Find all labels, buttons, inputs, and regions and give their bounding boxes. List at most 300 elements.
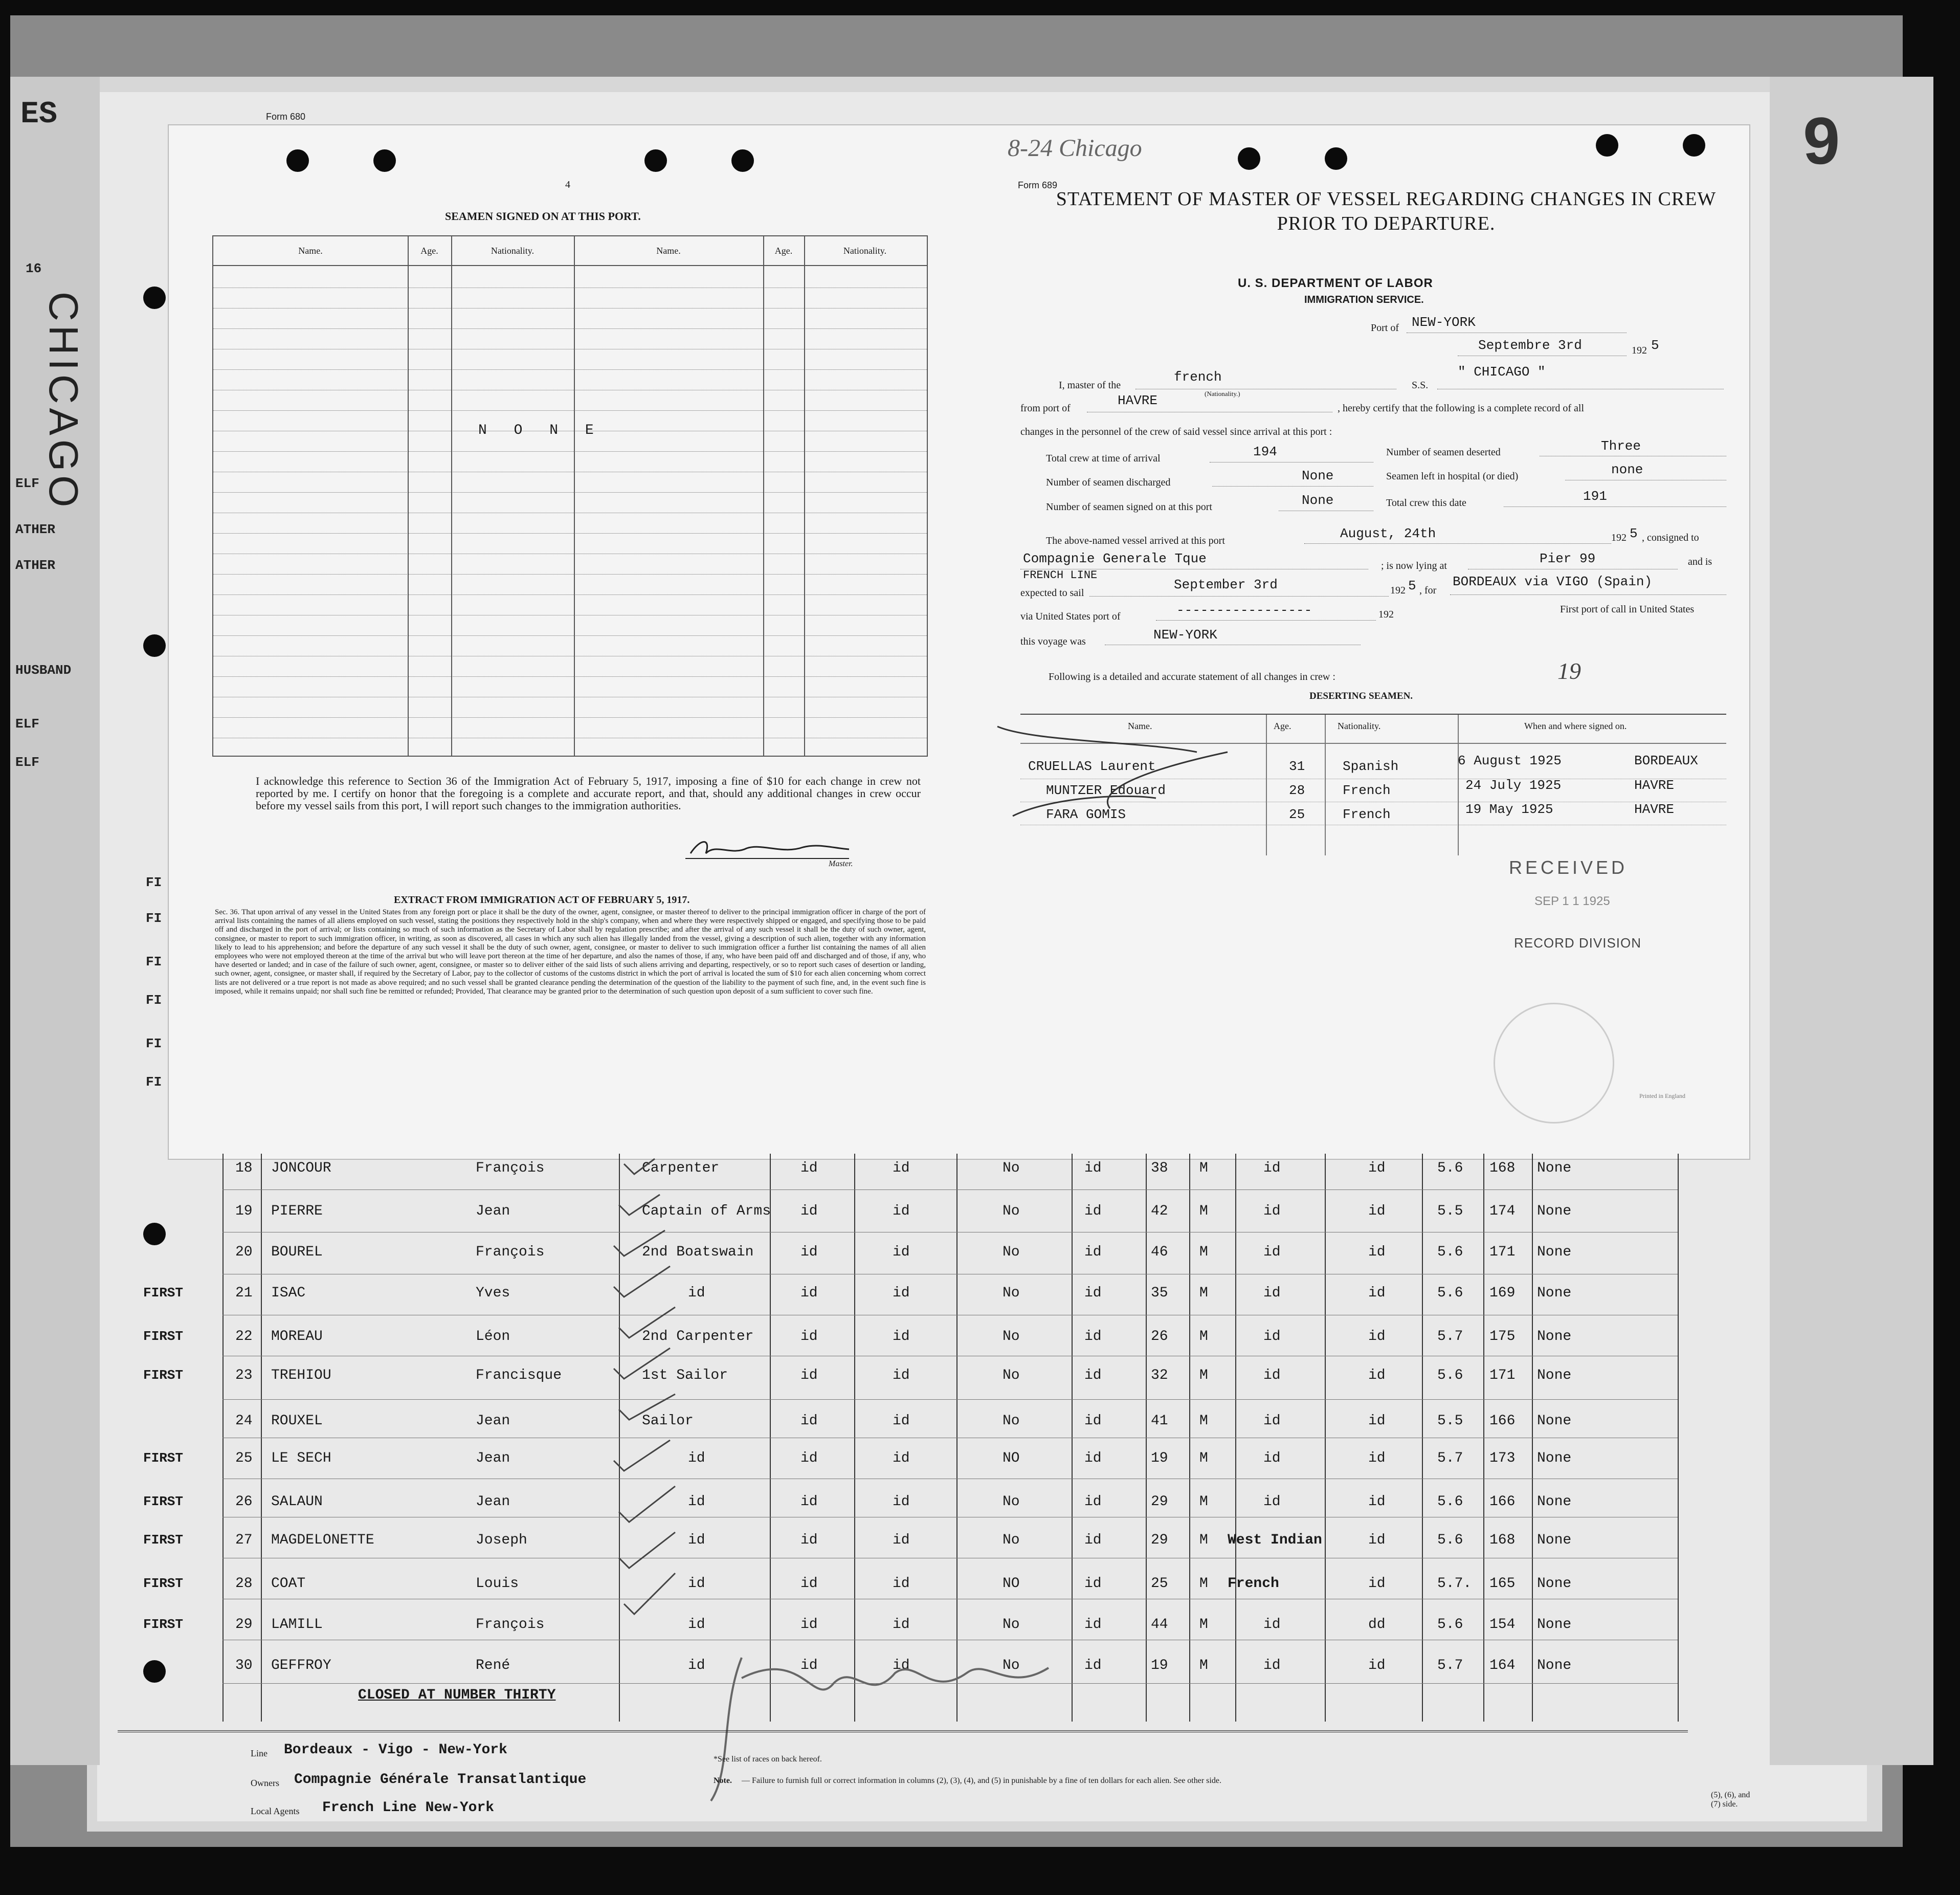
- row-marks: None: [1537, 1368, 1572, 1383]
- row-given-name: Léon: [476, 1329, 510, 1345]
- printed-note: Printed in England: [1639, 1092, 1685, 1099]
- deserter-nationality: French: [1343, 807, 1391, 822]
- row-sex: M: [1199, 1450, 1208, 1466]
- row-height: 5.7: [1437, 1329, 1463, 1345]
- row-surname: MOREAU: [271, 1329, 323, 1345]
- column-header: Nationality.: [843, 246, 887, 256]
- signed-on-value: None: [1302, 493, 1334, 508]
- deserter-name: CRUELLAS Laurent: [1028, 759, 1156, 774]
- row-marks: None: [1537, 1532, 1572, 1548]
- row-surname: ISAC: [271, 1285, 306, 1301]
- row-occupation: id: [688, 1576, 705, 1592]
- nationality-value: french: [1174, 369, 1222, 385]
- destination-value: BORDEAUX via VIGO (Spain): [1453, 574, 1653, 589]
- discharged-value: None: [1302, 468, 1334, 483]
- row-height: 5.6: [1437, 1494, 1463, 1510]
- left-fragment: FI: [146, 993, 162, 1008]
- expected-label: expected to sail: [1020, 587, 1084, 599]
- row-cell: No: [1003, 1413, 1020, 1429]
- row-number: 18: [235, 1160, 253, 1176]
- row-height: 5.6: [1437, 1244, 1463, 1260]
- row-occupation: Carpenter: [642, 1160, 720, 1176]
- left-fragment: ATHER: [15, 558, 56, 573]
- lying-label: ; is now lying at: [1381, 560, 1447, 571]
- row-sex: M: [1199, 1413, 1208, 1429]
- row-cell: id: [800, 1617, 818, 1633]
- master-signature: [680, 833, 854, 864]
- deserter-age: 25: [1289, 807, 1305, 822]
- row-cell: id: [1084, 1285, 1102, 1301]
- column-header: Age.: [763, 236, 805, 265]
- row-given-name: Jean: [476, 1450, 510, 1466]
- total-crew-arrival-value: 194: [1253, 444, 1277, 459]
- races-note: *See list of races on back hereof.: [714, 1755, 822, 1764]
- row-age: 29: [1151, 1494, 1168, 1510]
- row-cell: id: [893, 1413, 910, 1429]
- total-today-value: 191: [1583, 489, 1607, 504]
- agents-label: Local Agents: [251, 1806, 300, 1816]
- row-number: 25: [235, 1450, 253, 1466]
- row-race: French: [1228, 1576, 1279, 1592]
- row-cell: id: [893, 1160, 910, 1176]
- row-cell: NO: [1003, 1450, 1020, 1466]
- row-number: 23: [235, 1368, 253, 1383]
- row-age: 19: [1151, 1450, 1168, 1466]
- row-weight: 165: [1489, 1576, 1516, 1592]
- row-cell: No: [1003, 1368, 1020, 1383]
- row-surname: LAMILL: [271, 1617, 323, 1633]
- row-weight: 175: [1489, 1329, 1516, 1345]
- row-cell: id: [800, 1285, 818, 1301]
- acknowledgement-text: I acknowledge this reference to Section 36 of the Immigration Act of February 5, 1917, imposing a fine of $10 for each change in crew not reported by me. I certify on honor that the foregoing is a complete and accurate report, and that, should any additional changes in crew occur before my vessel sails from this port, I will report such changes to the immigration authorities.: [256, 775, 921, 812]
- row-cell: id: [893, 1617, 910, 1633]
- row-cell: id: [1368, 1494, 1386, 1510]
- row-first-label: FIRST: [143, 1329, 184, 1344]
- punch-hole: [143, 1223, 166, 1245]
- column-header: Nationality.: [451, 236, 575, 265]
- hospital-label: Seamen left in hospital (or died): [1386, 471, 1519, 482]
- column-header: Nationality.: [1338, 721, 1381, 731]
- row-surname: ROUXEL: [271, 1413, 323, 1429]
- row-age: 35: [1151, 1285, 1168, 1301]
- row-race: West Indian: [1228, 1532, 1322, 1548]
- row-number: 26: [235, 1494, 253, 1510]
- row-cell: id: [893, 1329, 910, 1345]
- row-occupation: Sailor: [642, 1413, 694, 1429]
- row-surname: LE SECH: [271, 1450, 331, 1466]
- row-occupation: id: [688, 1494, 705, 1510]
- line-label: Line: [251, 1748, 268, 1758]
- row-surname: GEFFROY: [271, 1658, 331, 1673]
- row-age: 25: [1151, 1576, 1168, 1592]
- row-cell: id: [800, 1368, 818, 1383]
- row-given-name: Jean: [476, 1203, 510, 1219]
- row-cell: id: [1084, 1494, 1102, 1510]
- row-marks: None: [1537, 1244, 1572, 1260]
- row-cell: id: [1084, 1617, 1102, 1633]
- department-label: U. S. DEPARTMENT OF LABOR: [1238, 276, 1433, 290]
- changes-text: changes in the personnel of the crew of said vessel since arrival at this port :: [1020, 426, 1332, 437]
- row-marks: None: [1537, 1285, 1572, 1301]
- row-cell: id: [893, 1368, 910, 1383]
- row-age: 26: [1151, 1329, 1168, 1345]
- ss-label: S.S.: [1412, 380, 1429, 391]
- row-number: 20: [235, 1244, 253, 1260]
- punch-hole: [143, 1660, 166, 1683]
- deserter-nationality: Spanish: [1343, 759, 1399, 774]
- row-sex: M: [1199, 1494, 1208, 1510]
- left-fragment: ELF: [15, 755, 39, 770]
- port-label: Port of: [1371, 322, 1399, 334]
- row-marks: None: [1537, 1576, 1572, 1592]
- left-fragment: ELF: [15, 476, 39, 491]
- row-weight: 168: [1489, 1532, 1516, 1548]
- following-label: Following is a detailed and accurate statement of all changes in crew :: [1049, 671, 1335, 682]
- row-age: 44: [1151, 1617, 1168, 1633]
- row-weight: 164: [1489, 1658, 1516, 1673]
- seamen-signed-on-title: SEAMEN SIGNED ON AT THIS PORT.: [445, 210, 641, 223]
- row-race: id: [1263, 1203, 1281, 1219]
- row-cell: id: [893, 1450, 910, 1466]
- chicago-vertical-text: CHICAGO: [41, 292, 86, 512]
- row-height: 5.7: [1437, 1450, 1463, 1466]
- row-sex: M: [1199, 1532, 1208, 1548]
- row-cell: id: [1368, 1532, 1386, 1548]
- row-cell: id: [800, 1494, 818, 1510]
- row-age: 32: [1151, 1368, 1168, 1383]
- row-marks: None: [1537, 1494, 1572, 1510]
- left-fragment: ES: [20, 97, 58, 132]
- row-cell: NO: [1003, 1576, 1020, 1592]
- row-surname: TREHIOU: [271, 1368, 331, 1383]
- row-first-label: FIRST: [143, 1494, 184, 1509]
- row-weight: 174: [1489, 1203, 1516, 1219]
- hospital-value: none: [1611, 462, 1643, 477]
- row-number: 24: [235, 1413, 253, 1429]
- from-port-value: HAVRE: [1118, 393, 1158, 408]
- row-height: 5.5: [1437, 1413, 1463, 1429]
- row-weight: 171: [1489, 1244, 1516, 1260]
- left-fragment: FI: [146, 954, 162, 969]
- deserter-place: BORDEAUX: [1634, 753, 1698, 768]
- left-fragment: FI: [146, 1074, 162, 1090]
- deserter-age: 28: [1289, 783, 1305, 798]
- row-occupation: 2nd Carpenter: [642, 1329, 754, 1345]
- row-cell: id: [800, 1576, 818, 1592]
- row-cell: id: [800, 1413, 818, 1429]
- discharged-label: Number of seamen discharged: [1046, 477, 1171, 488]
- row-age: 38: [1151, 1160, 1168, 1176]
- row-sex: M: [1199, 1617, 1208, 1633]
- row-marks: None: [1537, 1617, 1572, 1633]
- deserted-value: Three: [1601, 438, 1641, 454]
- sail-date-value: September 3rd: [1174, 577, 1278, 592]
- row-cell: No: [1003, 1244, 1020, 1260]
- row-occupation: id: [688, 1658, 705, 1673]
- owners-label: Owners: [251, 1778, 279, 1788]
- year-suffix: 5: [1651, 338, 1659, 353]
- left-fragment: ATHER: [15, 522, 56, 537]
- row-cell: id: [800, 1329, 818, 1345]
- row-sex: M: [1199, 1658, 1208, 1673]
- row-cell: No: [1003, 1532, 1020, 1548]
- row-cell: No: [1003, 1285, 1020, 1301]
- row-age: 41: [1151, 1413, 1168, 1429]
- ship-name: " CHICAGO ": [1458, 364, 1546, 380]
- row-surname: COAT: [271, 1576, 306, 1592]
- row-cell: id: [1368, 1658, 1386, 1673]
- row-cell: id: [1084, 1450, 1102, 1466]
- row-weight: 166: [1489, 1494, 1516, 1510]
- row-cell: id: [800, 1532, 818, 1548]
- statement-title: STATEMENT OF MASTER OF VESSEL REGARDING CHANGES IN CREW PRIOR TO DEPARTURE.: [1056, 188, 1717, 234]
- row-cell: id: [893, 1285, 910, 1301]
- row-occupation: 1st Sailor: [642, 1368, 728, 1383]
- left-fragment: HUSBAND: [15, 663, 72, 678]
- row-number: 27: [235, 1532, 253, 1548]
- via-label: via United States port of: [1020, 611, 1121, 622]
- row-occupation: id: [688, 1450, 705, 1466]
- row-cell: dd: [1368, 1617, 1386, 1633]
- row-cell: id: [1368, 1368, 1386, 1383]
- row-given-name: François: [476, 1244, 545, 1260]
- row-given-name: René: [476, 1658, 510, 1673]
- year-prefix: 192: [1632, 345, 1647, 356]
- row-occupation: id: [688, 1532, 705, 1548]
- row-race: id: [1263, 1450, 1281, 1466]
- row-cell: id: [1368, 1329, 1386, 1345]
- french-line-value: FRENCH LINE: [1023, 569, 1098, 582]
- total-today-label: Total crew this date: [1386, 497, 1466, 509]
- deserter-signed: 19 May 1925: [1465, 802, 1553, 817]
- right-edge-note: (5), (6), and (7) side.: [1711, 1791, 1750, 1809]
- punch-hole: [1683, 134, 1705, 157]
- row-first-label: FIRST: [143, 1617, 184, 1632]
- row-weight: 166: [1489, 1413, 1516, 1429]
- row-first-label: FIRST: [143, 1285, 184, 1301]
- arrived-label: The above-named vessel arrived at this port: [1046, 535, 1225, 546]
- row-cell: No: [1003, 1494, 1020, 1510]
- extract-text: Sec. 36. That upon arrival of any vessel in the United States from any foreign port or place it shall be the duty of the owner, agent, consignee, or master thereof to deliver to the principal immigration officer in charge of the port of arrival lists containing the names of all aliens employed on such vessel, stating the positions they respectively hold in the ship's company, when and where they were respectively shipped or engaged, and specifying those to be paid off and discharged in the port of arrival; or lists containing so much of such information as the Secretary of Labor shall by regulation prescribe; and after the arrival of any such vessel it shall be the duty of such owner, agent, consignee, or master to report to such immigration officer, in writing, as soon as discovered, all cases in which any such alien has illegally landed from the vessel, giving a description of such alien, together with any information likely to lead to his apprehension; and before the departure of any such vessel it shall be the duty of such owner, agent, consignee, or master to deliver to such immigration officer a further list containing the names of all alien employees who were not employed thereon at the time of the arrival but who will leave port thereon at the time of her departure, and also the names of those, if any, who have been paid off and discharged and of those, if any, who have deserted or landed; and in case of the failure of such owner, agent, consignee, or master so to deliver either of the said lists of such aliens arriving and departing, respectively, or so to report such cases of desertion or landing, such owner, agent, consignee, or master shall, if required by the Secretary of Labor, pay to the collector of customs of the customs district in which the port of arrival is located the sum of $10 for each alien concerning whom correct lists are not delivered or a true report is not made as above required; and no such vessel shall be granted clearance pending the determination of the question of the liability to the payment of such fine, and, in the event such fine is imposed, while it remains unpaid; nor shall such fine be remitted or refunded; Provided, That clearance may be granted prior to the determination of such question upon deposit of a sum sufficient to cover such fine.: [215, 908, 926, 996]
- deserter-place: HAVRE: [1634, 778, 1675, 793]
- row-number: 21: [235, 1285, 253, 1301]
- none-entry: N O N E: [478, 423, 603, 438]
- owners-value: Compagnie Générale Transatlantique: [294, 1772, 587, 1788]
- row-age: 29: [1151, 1532, 1168, 1548]
- row-cell: No: [1003, 1658, 1020, 1673]
- column-header: Name.: [1128, 721, 1152, 731]
- sail-year: 192: [1390, 585, 1406, 596]
- row-surname: SALAUN: [271, 1494, 323, 1510]
- received-stamp: RECEIVED: [1509, 857, 1628, 878]
- row-occupation: 2nd Boatswain: [642, 1244, 754, 1260]
- line-value: Bordeaux - Vigo - New-York: [284, 1742, 507, 1758]
- right-underlying-page: [1770, 77, 1933, 1765]
- row-sex: M: [1199, 1329, 1208, 1345]
- left-fragment: FI: [146, 875, 162, 890]
- row-race: id: [1263, 1244, 1281, 1260]
- deserter-place: HAVRE: [1634, 802, 1675, 817]
- row-age: 46: [1151, 1244, 1168, 1260]
- total-crew-arrival-label: Total crew at time of arrival: [1046, 453, 1161, 464]
- row-cell: id: [1084, 1576, 1102, 1592]
- row-surname: MAGDELONETTE: [271, 1532, 374, 1548]
- row-height: 5.6: [1437, 1285, 1463, 1301]
- row-height: 5.7: [1437, 1658, 1463, 1673]
- row-first-label: FIRST: [143, 1532, 184, 1548]
- row-age: 42: [1151, 1203, 1168, 1219]
- row-cell: id: [1368, 1203, 1386, 1219]
- punch-hole: [1325, 147, 1347, 170]
- changes-count: 19: [1557, 658, 1581, 684]
- row-height: 5.5: [1437, 1203, 1463, 1219]
- row-first-label: FIRST: [143, 1450, 184, 1466]
- row-surname: BOUREL: [271, 1244, 323, 1260]
- sail-year-suffix: 5: [1408, 578, 1416, 593]
- row-marks: None: [1537, 1413, 1572, 1429]
- row-cell: id: [893, 1658, 910, 1673]
- row-marks: None: [1537, 1658, 1572, 1673]
- consignee-value: Compagnie Generale Tque: [1023, 551, 1207, 566]
- row-sex: M: [1199, 1244, 1208, 1260]
- row-race: id: [1263, 1658, 1281, 1673]
- row-occupation: id: [688, 1617, 705, 1633]
- row-marks: None: [1537, 1203, 1572, 1219]
- left-fragment: FI: [146, 1036, 162, 1051]
- column-header: Age.: [408, 236, 452, 265]
- deserted-label: Number of seamen deserted: [1386, 447, 1501, 458]
- master-label: Master.: [829, 860, 853, 868]
- row-occupation: Captain of Arms: [642, 1203, 771, 1219]
- row-cell: id: [1368, 1576, 1386, 1592]
- column-header: Name.: [213, 236, 409, 265]
- row-given-name: Joseph: [476, 1532, 527, 1548]
- row-sex: M: [1199, 1368, 1208, 1383]
- row-cell: id: [1084, 1532, 1102, 1548]
- extract-title: EXTRACT FROM IMMIGRATION ACT OF FEBRUARY 5, 1917.: [394, 894, 690, 906]
- row-cell: id: [800, 1160, 818, 1176]
- row-cell: No: [1003, 1203, 1020, 1219]
- closed-note: CLOSED AT NUMBER THIRTY: [358, 1687, 556, 1703]
- row-sex: M: [1199, 1285, 1208, 1301]
- punch-hole: [1596, 134, 1618, 157]
- row-cell: id: [1368, 1160, 1386, 1176]
- voyage-value: NEW-YORK: [1153, 627, 1217, 643]
- page-marker: 4: [565, 179, 570, 190]
- row-cell: id: [1084, 1203, 1102, 1219]
- penalty-note: — Failure to furnish full or correct information in columns (2), (3), (4), and (5) in punishable by a fine of ten dollars for each alien. See other side.: [742, 1776, 1221, 1785]
- row-cell: id: [1084, 1244, 1102, 1260]
- row-first-label: FIRST: [143, 1576, 184, 1591]
- round-seal: [1494, 1003, 1614, 1123]
- row-cell: id: [1084, 1413, 1102, 1429]
- row-race: id: [1263, 1160, 1281, 1176]
- row-sex: M: [1199, 1160, 1208, 1176]
- certify-text: , hereby certify that the following is a complete record of all: [1338, 403, 1585, 414]
- left-fragment: 16: [26, 261, 42, 276]
- row-marks: None: [1537, 1160, 1572, 1176]
- row-given-name: Jean: [476, 1494, 510, 1510]
- punch-hole: [1238, 147, 1260, 170]
- consigned-label: , consigned to: [1642, 532, 1699, 543]
- row-cell: id: [1368, 1244, 1386, 1260]
- row-height: 5.6: [1437, 1368, 1463, 1383]
- deserter-age: 31: [1289, 759, 1305, 774]
- agents-value: French Line New-York: [322, 1800, 495, 1816]
- manifest-footer: [118, 1730, 1688, 1732]
- from-port-label: from port of: [1020, 403, 1071, 414]
- deserter-name: FARA GOMIS: [1046, 807, 1126, 822]
- arrived-year-suffix: 5: [1630, 526, 1638, 541]
- arrived-value: August, 24th: [1340, 526, 1436, 541]
- for-label: , for: [1419, 585, 1437, 596]
- row-race: id: [1263, 1329, 1281, 1345]
- row-cell: id: [1368, 1450, 1386, 1466]
- seamen-signed-on-table: [212, 235, 928, 757]
- row-cell: id: [893, 1203, 910, 1219]
- row-cell: id: [1084, 1329, 1102, 1345]
- deserter-bracket-mark: [992, 721, 1279, 824]
- row-number: 29: [235, 1617, 253, 1633]
- row-given-name: François: [476, 1160, 545, 1176]
- column-header: Name.: [574, 236, 764, 265]
- row-cell: id: [1084, 1658, 1102, 1673]
- row-sex: M: [1199, 1203, 1208, 1219]
- row-given-name: Louis: [476, 1576, 519, 1592]
- row-number: 22: [235, 1329, 253, 1345]
- punch-hole: [143, 287, 166, 309]
- row-cell: id: [893, 1532, 910, 1548]
- row-given-name: François: [476, 1617, 545, 1633]
- signed-on-label: Number of seamen signed on at this port: [1046, 501, 1212, 513]
- arrived-year: 192: [1611, 532, 1627, 543]
- row-cell: id: [893, 1576, 910, 1592]
- nationality-label: (Nationality.): [1205, 390, 1240, 398]
- handwritten-note: 8-24 Chicago: [1008, 135, 1142, 162]
- row-height: 5.6: [1437, 1160, 1463, 1176]
- note-label: Note.: [714, 1776, 732, 1785]
- row-race: id: [1263, 1617, 1281, 1633]
- punch-hole: [644, 149, 667, 172]
- row-sex: M: [1199, 1576, 1208, 1592]
- row-weight: 171: [1489, 1368, 1516, 1383]
- left-fragment: ELF: [15, 716, 39, 732]
- row-number: 19: [235, 1203, 253, 1219]
- master-of-label: I, master of the: [1059, 380, 1121, 391]
- page-number: 9: [1803, 103, 1840, 178]
- received-date: SEP 1 1 1925: [1534, 894, 1610, 908]
- row-marks: None: [1537, 1329, 1572, 1345]
- row-cell: id: [893, 1244, 910, 1260]
- deserter-signed: 6 August 1925: [1458, 753, 1562, 768]
- deserting-title: DESERTING SEAMEN.: [1309, 691, 1413, 701]
- row-surname: PIERRE: [271, 1203, 323, 1219]
- row-cell: id: [1084, 1368, 1102, 1383]
- row-given-name: Yves: [476, 1285, 510, 1301]
- row-cell: No: [1003, 1160, 1020, 1176]
- deserter-name: MUNTZER Edouard: [1046, 783, 1166, 798]
- punch-hole: [286, 149, 309, 172]
- row-age: 19: [1151, 1658, 1168, 1673]
- row-weight: 169: [1489, 1285, 1516, 1301]
- via-value: -----------------: [1176, 603, 1312, 618]
- deserter-nationality: French: [1343, 783, 1391, 798]
- row-cell: id: [1084, 1160, 1102, 1176]
- row-number: 30: [235, 1658, 253, 1673]
- row-cell: id: [800, 1244, 818, 1260]
- row-cell: id: [800, 1203, 818, 1219]
- voyage-label: this voyage was: [1020, 636, 1086, 647]
